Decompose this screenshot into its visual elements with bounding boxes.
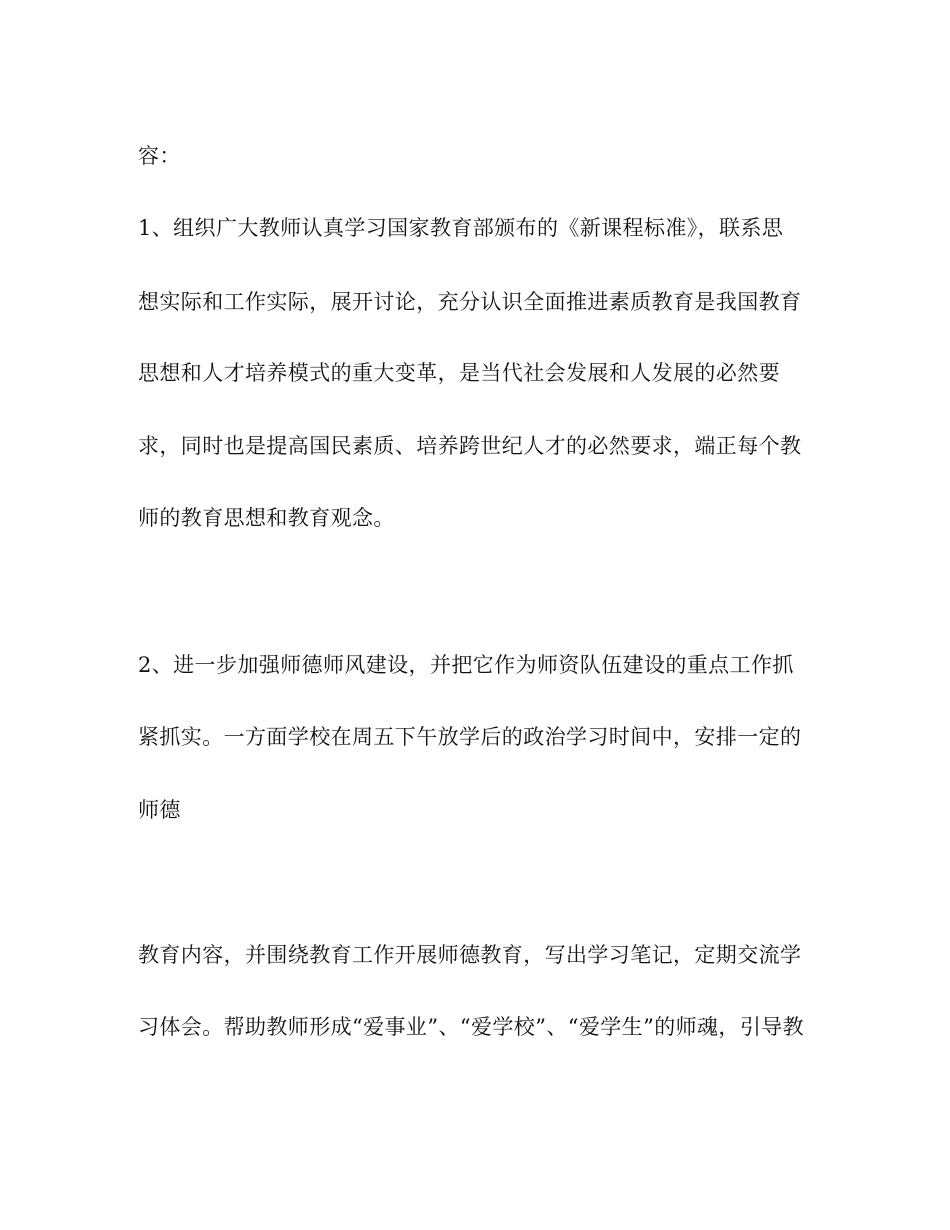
text-line-7: 2、进一步加强师德师风建设，并把它作为师资队伍建设的重点工作抓 (138, 653, 794, 677)
text-line-2: 1、组织广大教师认真学习国家教育部颁布的《新课程标准》，联系思 (138, 216, 784, 240)
text-line-4: 思想和人才培养模式的重大变革，是当代社会发展和人发展的必然要 (138, 361, 780, 385)
text-line-9: 师德 (138, 798, 181, 822)
text-line-8: 紧抓实。一方面学校在周五下午放学后的政治学习时间中，安排一定的 (138, 725, 802, 749)
text-line-6: 师的教育思想和教育观念。 (138, 506, 395, 530)
text-line-10: 教育内容，并围绕教育工作开展师德教育，写出学习笔记，定期交流学 (138, 943, 802, 967)
text-line-11: 习体会。帮助教师形成“爱事业”、“爱学校”、“爱学生”的师魂，引导教 (138, 1015, 805, 1039)
text-line-1: 容： (138, 144, 181, 168)
text-line-5: 求，同时也是提高国民素质、培养跨世纪人才的必然要求，端正每个教 (138, 434, 802, 458)
text-line-3: 想实际和工作实际，展开讨论，充分认识全面推进素质教育是我国教育 (138, 290, 802, 314)
